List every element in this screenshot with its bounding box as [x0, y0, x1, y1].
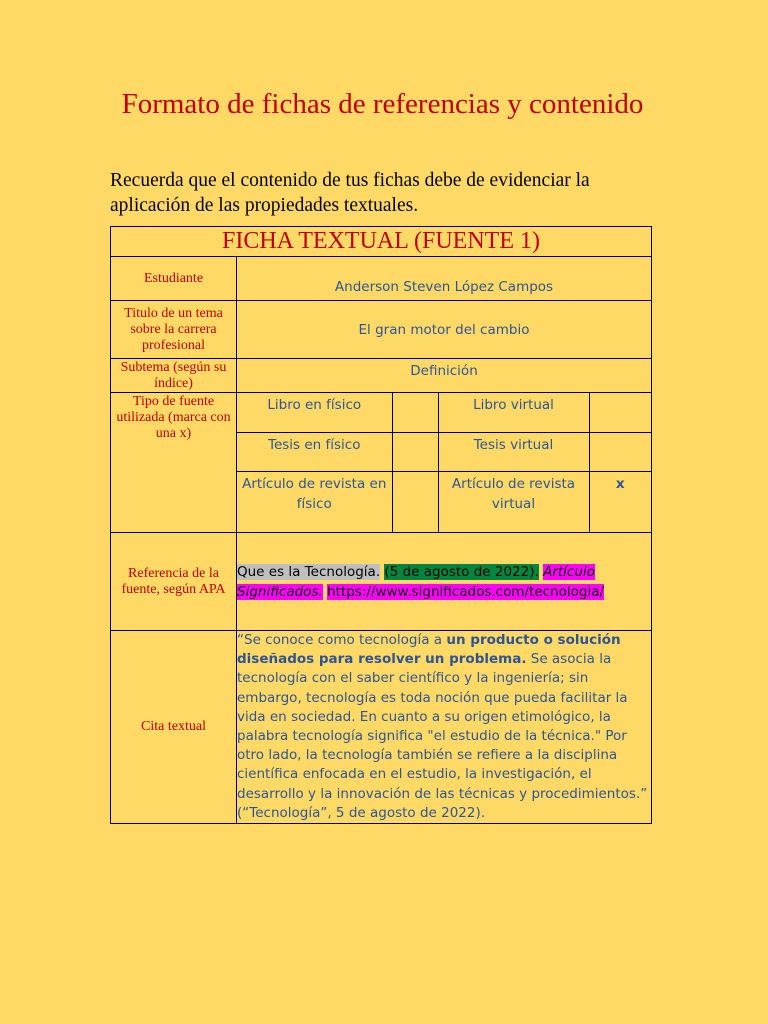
mark-libro-virtual[interactable]: [589, 393, 651, 432]
cita-rest: Se asocia la tecnología con el saber científico y la ingeniería; sin embargo, tecnología es toda noción que pueda facilitar la vida en sociedad. En cuanto a su origen etimológico, la palabra tecnología significa "el estudio de la técnica." Por otro lado, la tecnología también se refiere a la disciplina científica enfocada en el estudio, la investigación, el desarrollo y la innovación de las técnicas y procedimientos.” (“Tecnología”, 5 de agosto de 2022).: [237, 651, 648, 821]
ficha-table: [110, 226, 652, 824]
subtema-value: Definición: [237, 359, 652, 393]
mark-articulo-fisico[interactable]: [392, 471, 438, 532]
cita-text: [237, 631, 652, 824]
ref-url[interactable]: https://www.significados.com/tecnologia/: [327, 583, 605, 600]
estudiante-label: Estudiante: [111, 257, 237, 301]
cita-label: Cita textual: [111, 631, 237, 824]
option-libro-fisico: Libro en físico: [237, 393, 392, 432]
ficha-header: FICHA TEXTUAL (FUENTE 1): [111, 227, 652, 257]
mark-articulo-virtual[interactable]: x: [589, 471, 651, 532]
intro-paragraph: Recuerda que el contenido de tus fichas debe de evidenciar la aplicación de las propiedades textuales.: [110, 170, 590, 216]
tipo-fuente-label: Tipo de fuente utilizada (marca con una x): [111, 393, 237, 533]
ref-site: Artículo Significados.: [237, 563, 595, 600]
referencia-value: [237, 533, 652, 631]
option-articulo-virtual: Artículo de revista virtual: [438, 471, 589, 532]
referencia-label: Referencia de la fuente, según APA: [111, 533, 237, 631]
cita-open: “Se conoce como tecnología a: [237, 632, 447, 648]
page-title: Formato de fichas de referencias y contenido: [121, 88, 644, 120]
option-articulo-fisico: Artículo de revista en físico: [237, 471, 392, 532]
cita-bold: un producto o solución diseñados para resolver un problema.: [237, 632, 621, 668]
option-tesis-fisico: Tesis en físico: [237, 432, 392, 471]
option-tesis-virtual: Tesis virtual: [438, 432, 589, 471]
mark-libro-fisico[interactable]: [392, 393, 438, 432]
mark-tesis-virtual[interactable]: [589, 432, 651, 471]
subtema-label: Subtema (según su índice): [111, 359, 237, 393]
ref-date: (5 de agosto de 2022).: [384, 563, 539, 580]
titulo-value: El gran motor del cambio: [237, 301, 652, 359]
option-libro-virtual: Libro virtual: [438, 393, 589, 432]
estudiante-value: Anderson Steven López Campos: [237, 257, 652, 301]
ref-title: Que es la Tecnología.: [237, 563, 381, 580]
mark-tesis-fisico[interactable]: [392, 432, 438, 471]
titulo-label: Titulo de un tema sobre la carrera profesional: [111, 301, 237, 359]
tipo-fuente-grid: [237, 393, 652, 533]
